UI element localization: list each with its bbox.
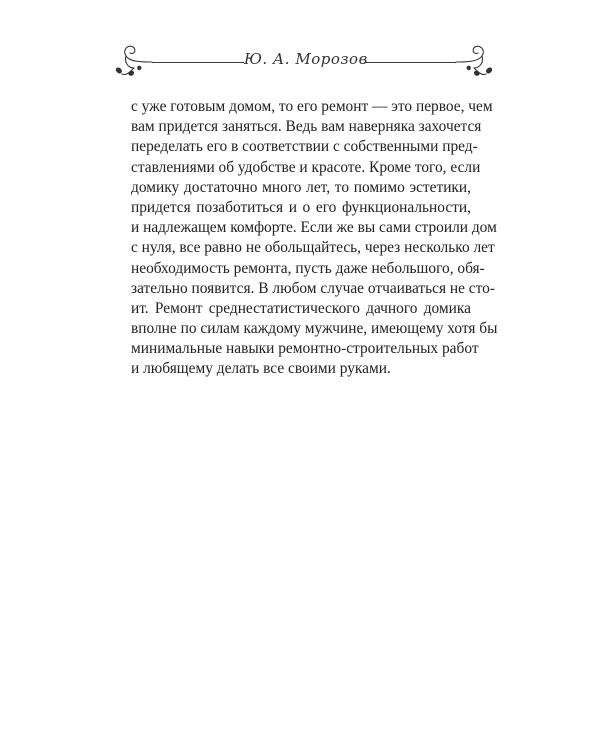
text-line: необходимость ремонта, пусть даже небольшого, обя- xyxy=(131,259,485,277)
text-line: минимальные навыки ремонтно-строительных работ xyxy=(131,340,479,358)
text-line: вполне по силам каждому мужчине, имеющему хотя бы xyxy=(131,320,498,338)
header-rule-left xyxy=(152,62,244,63)
text-line: ит. Ремонт среднестатистического дачного домика xyxy=(131,299,471,317)
text-line: и любящему делать все своими руками. xyxy=(131,360,391,378)
text-line: переделать его в соответствии с собственными пред- xyxy=(131,138,478,156)
text-line: с уже готовым домом, то его ремонт — это первое, чем xyxy=(131,98,493,115)
text-line: с нуля, все равно не обольщайтесь, через несколько лет xyxy=(131,239,495,257)
running-header-author: Ю. А. Морозов xyxy=(244,50,368,68)
text-line: придется позаботиться и о его функциональности, xyxy=(131,198,471,216)
text-line: домику достаточно много лет, то помимо эстетики, xyxy=(131,178,471,196)
flourish-right-icon xyxy=(444,38,496,82)
running-header xyxy=(112,38,496,82)
body-paragraph xyxy=(131,97,498,380)
header-rule-right xyxy=(364,62,456,63)
text-line: вам придется заняться. Ведь вам наверняка захочется xyxy=(131,118,482,136)
text-line: зательно появится. В любом случае отчаиваться не сто- xyxy=(131,279,495,297)
text-line: ставлениями об удобстве и красоте. Кроме того, если xyxy=(131,158,481,176)
flourish-left-icon xyxy=(112,38,164,82)
text-line: и надлежащем комфорте. Если же вы сами строили дом xyxy=(131,219,497,237)
